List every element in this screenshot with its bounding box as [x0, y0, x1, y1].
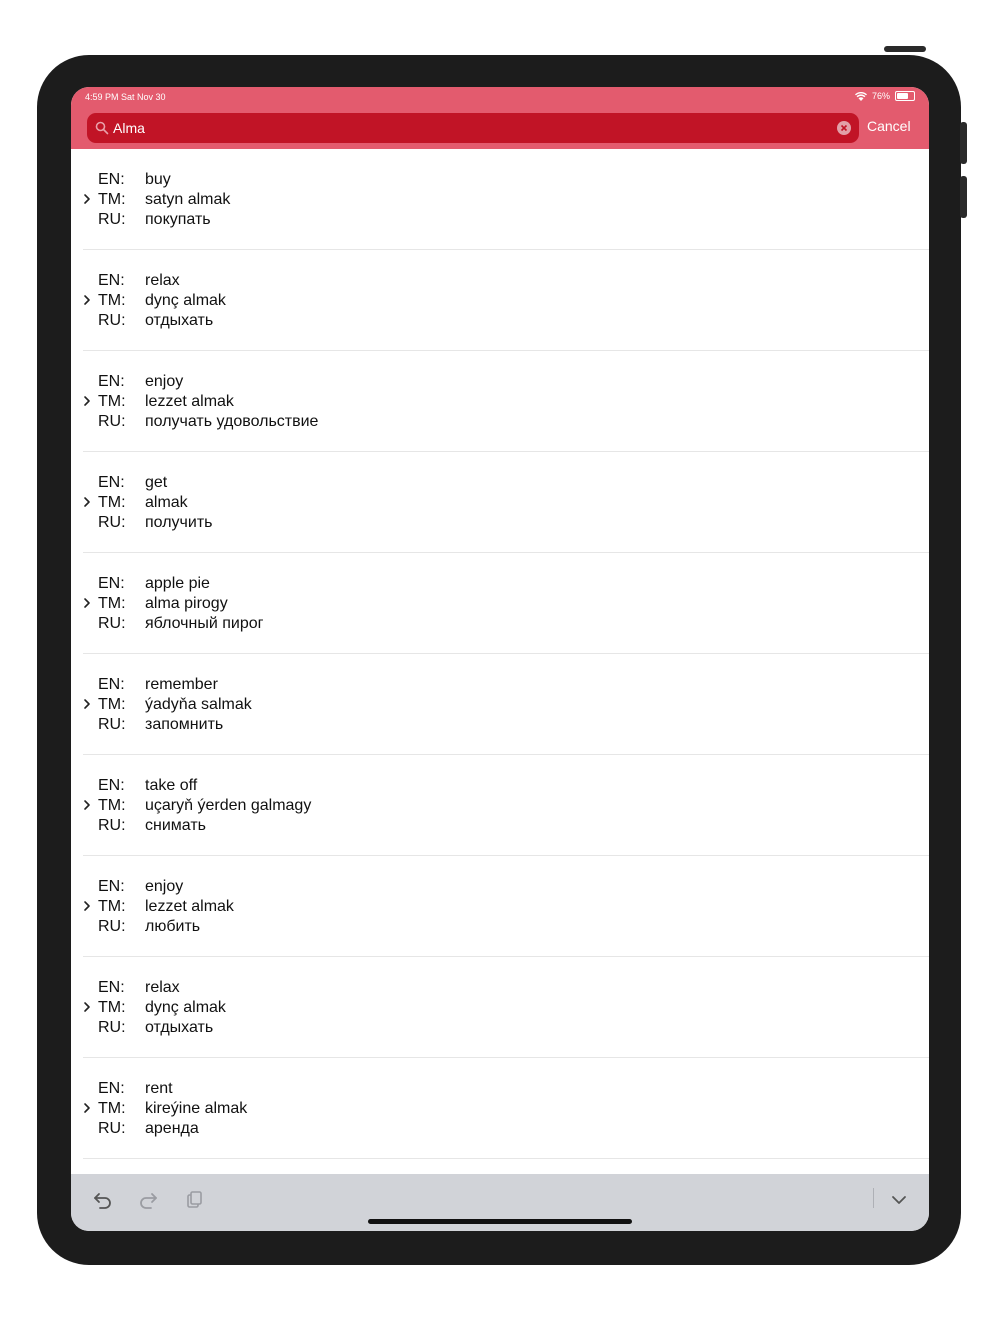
- tm-line: [98, 797, 311, 815]
- list-item[interactable]: [83, 856, 929, 957]
- en-line: [98, 575, 210, 593]
- search-bar: [71, 109, 929, 149]
- en-value: enjoy: [145, 878, 184, 895]
- ru-value: любить: [145, 918, 201, 935]
- ru-value: яблочный пирог: [145, 615, 264, 632]
- en-line: [98, 272, 180, 290]
- ru-line: [98, 514, 212, 532]
- en-value: take off: [145, 777, 198, 794]
- tm-label: TM:: [98, 494, 126, 511]
- chevron-right-icon: [83, 1102, 91, 1114]
- chevron-right-icon: [83, 799, 91, 811]
- ru-label: RU:: [98, 817, 126, 834]
- tm-value: satyn almak: [145, 191, 231, 208]
- tm-label: TM:: [98, 292, 126, 309]
- chevron-right-icon: [83, 193, 91, 205]
- status-bar: [71, 87, 929, 109]
- keyboard-dismiss-icon[interactable]: [888, 1189, 910, 1211]
- en-label: EN:: [98, 474, 125, 491]
- en-label: EN:: [98, 272, 125, 289]
- tm-value: lezzet almak: [145, 898, 234, 915]
- chevron-right-icon: [83, 395, 91, 407]
- tm-label: TM:: [98, 898, 126, 915]
- ru-line: [98, 413, 318, 431]
- en-value: enjoy: [145, 373, 184, 390]
- ru-line: [98, 211, 211, 229]
- ru-value: отдыхать: [145, 1019, 214, 1036]
- en-label: EN:: [98, 979, 125, 996]
- tm-value: lezzet almak: [145, 393, 234, 410]
- en-value: apple pie: [145, 575, 210, 592]
- chevron-right-icon: [83, 496, 91, 508]
- tm-line: [98, 191, 230, 209]
- ru-line: [98, 1120, 199, 1138]
- chevron-right-icon: [83, 1001, 91, 1013]
- ru-line: [98, 918, 200, 936]
- search-input[interactable]: [113, 113, 833, 143]
- en-value: rent: [145, 1080, 173, 1097]
- status-right: [855, 91, 915, 101]
- tm-label: TM:: [98, 1100, 126, 1117]
- list-item[interactable]: [83, 755, 929, 856]
- en-value: relax: [145, 272, 180, 289]
- battery-icon: [895, 91, 915, 101]
- en-line: [98, 1080, 173, 1098]
- en-value: buy: [145, 171, 171, 188]
- tm-label: TM:: [98, 393, 126, 410]
- results-list: [71, 149, 929, 1174]
- ru-line: [98, 1019, 213, 1037]
- top-button: [884, 46, 926, 52]
- wifi-icon: [855, 92, 867, 101]
- tm-line: [98, 898, 234, 916]
- ru-label: RU:: [98, 413, 126, 430]
- ru-label: RU:: [98, 312, 126, 329]
- en-label: EN:: [98, 777, 125, 794]
- chevron-right-icon: [83, 294, 91, 306]
- paste-icon[interactable]: [183, 1189, 205, 1211]
- volume-up-button: [960, 122, 967, 164]
- en-label: EN:: [98, 676, 125, 693]
- screen: [71, 87, 929, 1231]
- list-item[interactable]: [83, 452, 929, 553]
- ru-value: снимать: [145, 817, 206, 834]
- ru-label: RU:: [98, 211, 126, 228]
- search-field[interactable]: [87, 113, 859, 143]
- ru-label: RU:: [98, 716, 126, 733]
- ru-line: [98, 615, 263, 633]
- chevron-right-icon: [83, 597, 91, 609]
- tm-label: TM:: [98, 797, 126, 814]
- list-item[interactable]: [83, 351, 929, 452]
- list-item[interactable]: [83, 654, 929, 755]
- ru-value: запомнить: [145, 716, 224, 733]
- ru-label: RU:: [98, 918, 126, 935]
- en-value: relax: [145, 979, 180, 996]
- ru-line: [98, 817, 206, 835]
- ru-label: RU:: [98, 514, 126, 531]
- tm-value: uçaryň ýerden galmagy: [145, 797, 312, 814]
- ru-label: RU:: [98, 1019, 126, 1036]
- en-line: [98, 979, 180, 997]
- tm-value: almak: [145, 494, 188, 511]
- search-icon: [95, 121, 109, 135]
- tm-line: [98, 494, 188, 512]
- list-item[interactable]: [83, 957, 929, 1058]
- ru-label: RU:: [98, 1120, 126, 1137]
- toolbar-separator: [873, 1188, 874, 1208]
- redo-icon[interactable]: [137, 1189, 159, 1211]
- tm-line: [98, 999, 226, 1017]
- chevron-right-icon: [83, 698, 91, 710]
- tm-line: [98, 1100, 247, 1118]
- tm-value: kireýine almak: [145, 1100, 248, 1117]
- status-time: 4:59 PM Sat Nov 30: [85, 92, 166, 102]
- en-line: [98, 474, 167, 492]
- chevron-right-icon: [83, 900, 91, 912]
- ru-line: [98, 312, 213, 330]
- ru-value: отдыхать: [145, 312, 214, 329]
- tm-value: dynç almak: [145, 999, 226, 1016]
- list-item[interactable]: [83, 250, 929, 351]
- ru-value: получать удовольствие: [145, 413, 319, 430]
- list-item[interactable]: [83, 1058, 929, 1159]
- en-line: [98, 373, 183, 391]
- ru-label: RU:: [98, 615, 126, 632]
- en-label: EN:: [98, 373, 125, 390]
- en-line: [98, 676, 218, 694]
- tm-label: TM:: [98, 595, 126, 612]
- home-indicator: [368, 1219, 632, 1224]
- en-value: remember: [145, 676, 218, 693]
- tm-label: TM:: [98, 696, 126, 713]
- tm-label: TM:: [98, 999, 126, 1016]
- tm-value: alma pirogy: [145, 595, 228, 612]
- ru-value: аренда: [145, 1120, 199, 1137]
- tm-line: [98, 393, 234, 411]
- battery-percent: 76%: [871, 91, 890, 101]
- en-line: [98, 171, 171, 189]
- clear-search-icon[interactable]: [837, 121, 851, 135]
- en-label: EN:: [98, 171, 125, 188]
- ru-value: покупать: [145, 211, 211, 228]
- tm-line: [98, 292, 226, 310]
- tm-line: [98, 595, 228, 613]
- ru-value: получить: [145, 514, 213, 531]
- list-item[interactable]: [83, 149, 929, 250]
- tm-value: dynç almak: [145, 292, 226, 309]
- en-label: EN:: [98, 1080, 125, 1097]
- en-line: [98, 777, 197, 795]
- en-label: EN:: [98, 575, 125, 592]
- en-label: EN:: [98, 878, 125, 895]
- list-item[interactable]: [83, 553, 929, 654]
- tm-label: TM:: [98, 191, 126, 208]
- volume-down-button: [960, 176, 967, 218]
- cancel-button[interactable]: Cancel: [867, 118, 911, 134]
- tm-value: ýadyňa salmak: [145, 696, 252, 713]
- undo-icon[interactable]: [92, 1189, 114, 1211]
- en-value: get: [145, 474, 168, 491]
- tm-line: [98, 696, 252, 714]
- ru-line: [98, 716, 223, 734]
- en-line: [98, 878, 183, 896]
